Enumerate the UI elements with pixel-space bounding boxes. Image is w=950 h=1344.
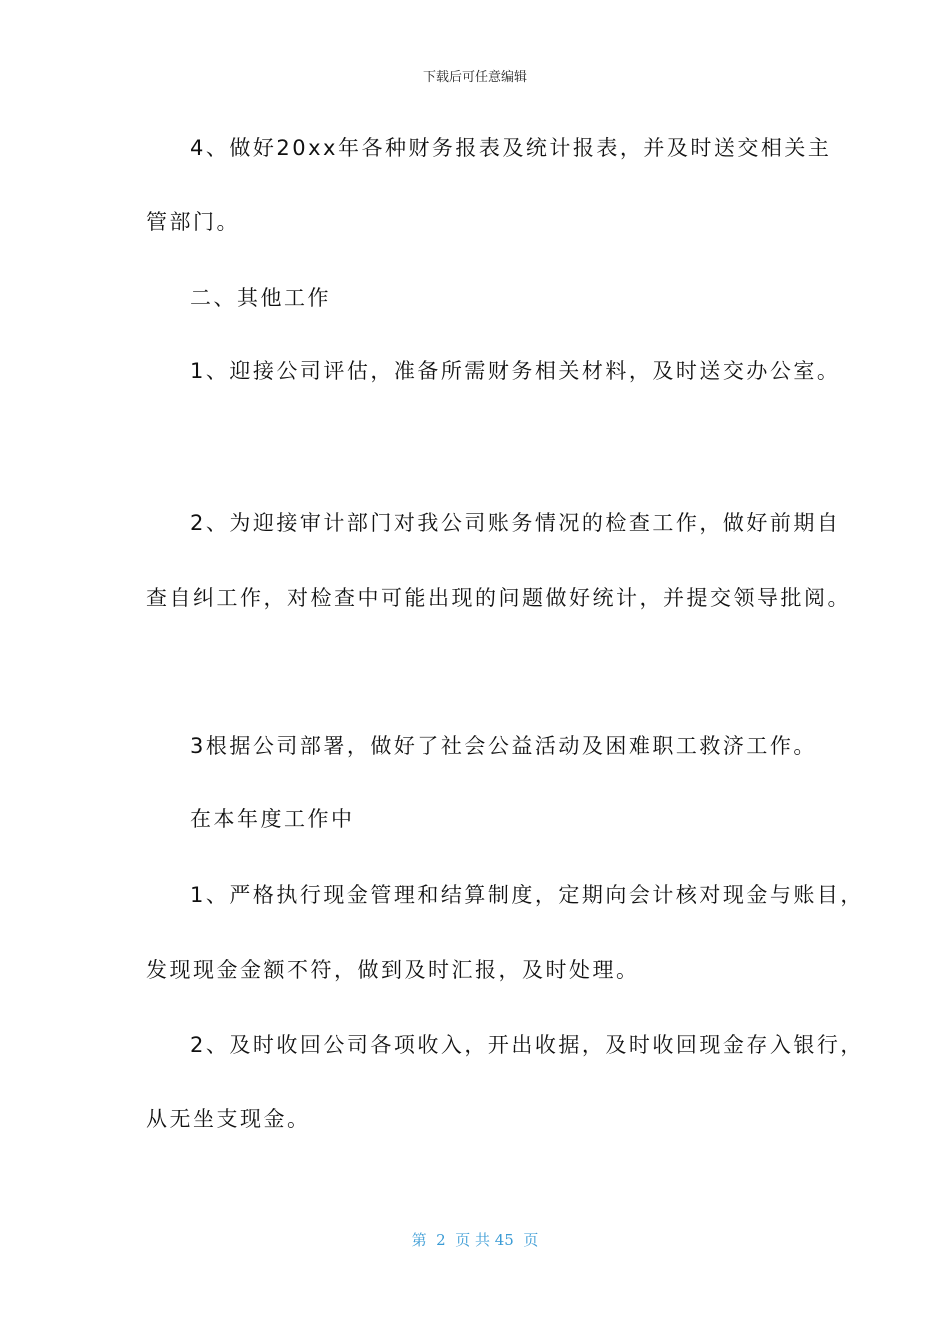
paragraph-line: 在本年度工作中 <box>190 807 355 831</box>
paragraph-line: 3根据公司部署，做好了社会公益活动及困难职工救济工作。 <box>190 734 817 758</box>
paragraph-line: 管部门。 <box>146 210 240 234</box>
section-heading: 二、其他工作 <box>190 286 331 310</box>
paragraph-line: 2、及时收回公司各项收入，开出收据，及时收回现金存入银行， <box>190 1033 864 1057</box>
page-number-footer: 第 2 页 共 45 页 <box>411 1231 539 1249</box>
page-header: 下载后可任意编辑 <box>422 70 527 85</box>
paragraph-line: 发现现金金额不符，做到及时汇报，及时处理。 <box>146 958 640 982</box>
paragraph-line: 查自纠工作，对检查中可能出现的问题做好统计，并提交领导批阅。 <box>146 586 851 610</box>
paragraph-line: 4、做好20xx年各种财务报表及统计报表，并及时送交相关主 <box>190 136 832 160</box>
paragraph-line: 1、迎接公司评估，准备所需财务相关材料，及时送交办公室。 <box>190 359 841 383</box>
paragraph-line: 1、严格执行现金管理和结算制度，定期向会计核对现金与账目， <box>190 883 864 907</box>
paragraph-line: 2、为迎接审计部门对我公司账务情况的检查工作，做好前期自 <box>190 511 841 535</box>
paragraph-line: 从无坐支现金。 <box>146 1107 311 1131</box>
